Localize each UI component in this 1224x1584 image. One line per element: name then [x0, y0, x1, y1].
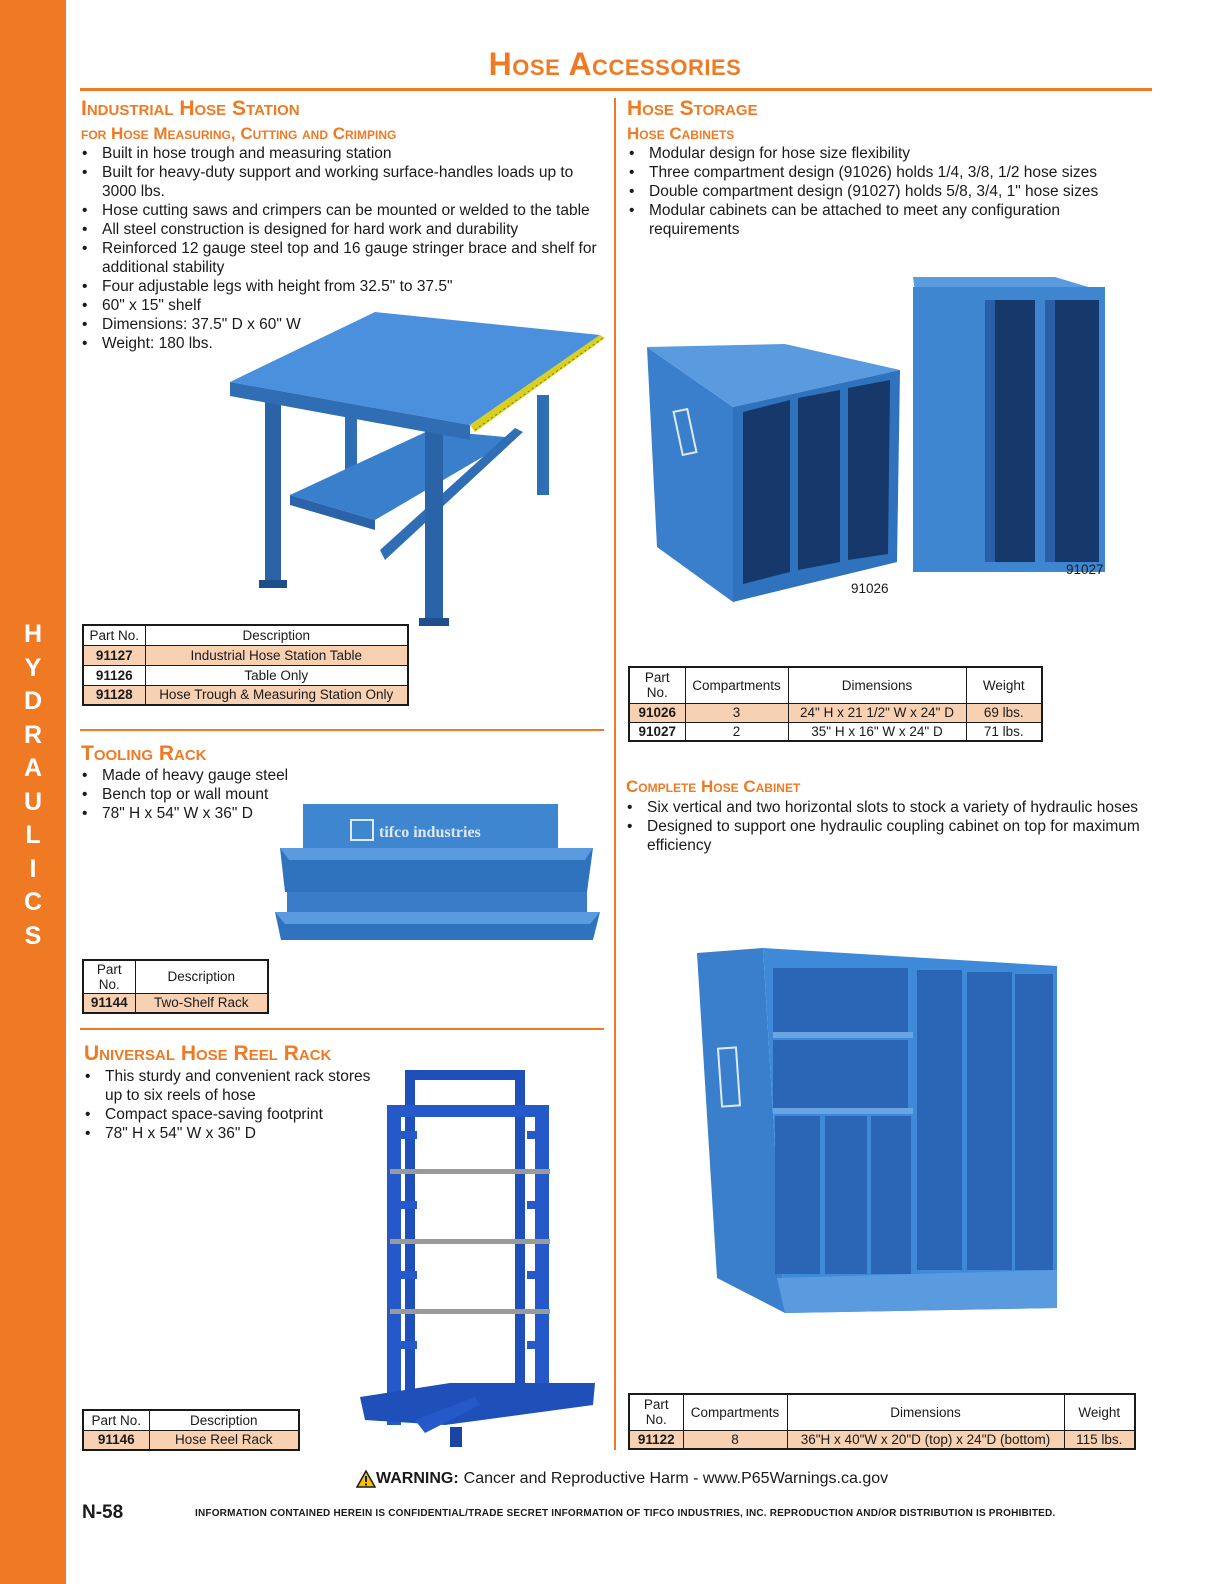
reel-parts-table: [82, 1409, 300, 1451]
storage-bullets: [627, 144, 1152, 239]
sidebar-letter: H: [23, 620, 43, 648]
complete-bullets: [625, 798, 1155, 855]
table-row: [629, 703, 1042, 722]
compartments-cell: 3: [685, 703, 788, 722]
sidebar-letter: Y: [24, 653, 42, 682]
list-item: • Built in hose trough and measuring station: [80, 144, 610, 163]
tooling-title: Tooling Rack: [81, 742, 207, 765]
table-row: [629, 1430, 1135, 1449]
complete-title: Complete Hose Cabinet: [626, 777, 801, 796]
station-subtitle: for Hose Measuring, Cutting and Crimping: [81, 124, 397, 143]
station-title: Industrial Hose Station: [81, 97, 300, 120]
table-row: [83, 665, 408, 685]
part-number-cell: 91144: [83, 993, 135, 1013]
tooling-rack-image: [275, 800, 605, 948]
title-divider: [80, 88, 1152, 91]
table-row: [83, 1430, 299, 1450]
table-row: [83, 685, 408, 705]
list-item: • Made of heavy gauge steel: [80, 766, 300, 785]
list-item: • Four adjustable legs with height from 32.5" to 37.5": [80, 277, 610, 296]
list-item: • 78" H x 54" W x 36" D: [80, 804, 300, 823]
sidebar-letter: A: [23, 754, 43, 782]
table-row: [83, 645, 408, 665]
column-header: Compartments: [683, 1394, 787, 1430]
column-header: Part No.: [629, 667, 685, 703]
sidebar-letters: [0, 618, 66, 953]
section-divider: [80, 1028, 604, 1030]
cabinet-caption-91027: 91027: [1066, 562, 1104, 577]
list-item: • Modular design for hose size flexibility: [627, 144, 1152, 163]
dimensions-cell: 24" H x 21 1/2" W x 24" D: [788, 703, 966, 722]
sidebar-letter: D: [23, 687, 43, 715]
station-parts-table: [82, 624, 409, 706]
description-cell: Two-Shelf Rack: [135, 993, 268, 1013]
column-header: Description: [145, 625, 408, 645]
hose-cabinets-image: [645, 272, 1110, 607]
page-number: N-58: [82, 1502, 124, 1523]
part-number-cell: 91126: [83, 665, 145, 685]
list-item: • This sturdy and convenient rack stores up to six reels of hose: [83, 1067, 381, 1105]
warning-label: WARNING:: [376, 1470, 459, 1487]
hose-reel-rack-image: [355, 1065, 600, 1450]
complete-hose-cabinet-image: [695, 948, 1060, 1316]
column-header: Weight: [1064, 1394, 1135, 1430]
section-divider: [80, 729, 604, 731]
weight-cell: 71 lbs.: [966, 722, 1042, 741]
column-header: Weight: [966, 667, 1042, 703]
reel-bullets: [83, 1067, 381, 1143]
part-number-cell: 91146: [83, 1430, 149, 1450]
sidebar-tab: [0, 0, 66, 1584]
prop65-warning: [356, 1470, 888, 1488]
dimensions-cell: 36"H x 40"W x 20"D (top) x 24"D (bottom): [787, 1430, 1064, 1449]
storage-subtitle: Hose Cabinets: [627, 124, 735, 143]
description-cell: Table Only: [145, 665, 408, 685]
list-item: • Reinforced 12 gauge steel top and 16 gauge stringer brace and shelf for additional stability: [80, 239, 610, 277]
confidentiality-notice: INFORMATION CONTAINED HEREIN IS CONFIDENTIAL/TRADE SECRET INFORMATION OF TIFCO INDUSTRIES, INC. REPRODUCTION AND/OR DISTRIBUTION IS PROHIBITED.: [195, 1508, 1056, 1519]
page-title: Hose Accessories: [488, 46, 742, 82]
list-item: • Bench top or wall mount: [80, 785, 300, 804]
weight-cell: 69 lbs.: [966, 703, 1042, 722]
part-number-cell: 91027: [629, 722, 685, 741]
list-item: • Compact space-saving footprint: [83, 1105, 381, 1124]
compartments-cell: 8: [683, 1430, 787, 1449]
column-header: Part No.: [83, 625, 145, 645]
list-item: • Weight: 180 lbs.: [80, 334, 610, 353]
reel-title: Universal Hose Reel Rack: [84, 1042, 332, 1065]
sidebar-letter: L: [25, 821, 41, 849]
column-header: Part No.: [83, 960, 135, 993]
part-number-cell: 91128: [83, 685, 145, 705]
storage-parts-table: [628, 666, 1043, 742]
column-header: Description: [135, 960, 268, 993]
column-divider: [614, 98, 616, 1450]
sidebar-letter: I: [29, 854, 37, 883]
brand-text: tifco industries: [379, 824, 481, 841]
weight-cell: 115 lbs.: [1064, 1430, 1135, 1449]
list-item: • 60" x 15" shelf: [80, 296, 610, 315]
part-number-cell: 91026: [629, 703, 685, 722]
list-item: • Hose cutting saws and crimpers can be mounted or welded to the table: [80, 201, 610, 220]
list-item: • Three compartment design (91026) holds 1/4, 3/8, 1/2 hose sizes: [627, 163, 1152, 182]
cabinet-caption-91026: 91026: [851, 581, 889, 596]
list-item: • Dimensions: 37.5" D x 60" W: [80, 315, 610, 334]
column-header: Part No.: [83, 1410, 149, 1430]
list-item: • Six vertical and two horizontal slots to stock a variety of hydraulic hoses: [625, 798, 1155, 817]
description-cell: Industrial Hose Station Table: [145, 645, 408, 665]
sidebar-letter: C: [23, 888, 43, 916]
list-item: • Built for heavy-duty support and working surface-handles loads up to 3000 lbs.: [80, 163, 610, 201]
column-header: Dimensions: [788, 667, 966, 703]
list-item: • Modular cabinets can be attached to meet any configuration requirements: [627, 201, 1152, 239]
column-header: Compartments: [685, 667, 788, 703]
column-header: Part No.: [629, 1394, 683, 1430]
list-item: • Double compartment design (91027) holds 5/8, 3/4, 1" hose sizes: [627, 182, 1152, 201]
list-item: • Designed to support one hydraulic coupling cabinet on top for maximum efficiency: [625, 817, 1155, 855]
sidebar-letter: S: [24, 921, 42, 950]
sidebar-letter: R: [23, 720, 43, 749]
storage-title: Hose Storage: [627, 97, 758, 120]
tooling-bullets: [80, 766, 300, 823]
hose-station-table-image: [225, 310, 610, 640]
tooling-parts-table: [82, 959, 269, 1014]
description-cell: Hose Reel Rack: [149, 1430, 299, 1450]
column-header: Dimensions: [787, 1394, 1064, 1430]
part-number-cell: 91122: [629, 1430, 683, 1449]
compartments-cell: 2: [685, 722, 788, 741]
list-item: • 78" H x 54" W x 36" D: [83, 1124, 381, 1143]
column-header: Description: [149, 1410, 299, 1430]
part-number-cell: 91127: [83, 645, 145, 665]
table-row: [83, 993, 268, 1013]
dimensions-cell: 35" H x 16" W x 24" D: [788, 722, 966, 741]
list-item: • All steel construction is designed for hard work and durability: [80, 220, 610, 239]
table-row: [629, 722, 1042, 741]
complete-parts-table: [628, 1393, 1136, 1450]
sidebar-letter: U: [23, 787, 43, 816]
warning-triangle-icon: [356, 1470, 376, 1488]
warning-text: Cancer and Reproductive Harm - www.P65Warnings.ca.gov: [463, 1470, 889, 1487]
description-cell: Hose Trough & Measuring Station Only: [145, 685, 408, 705]
